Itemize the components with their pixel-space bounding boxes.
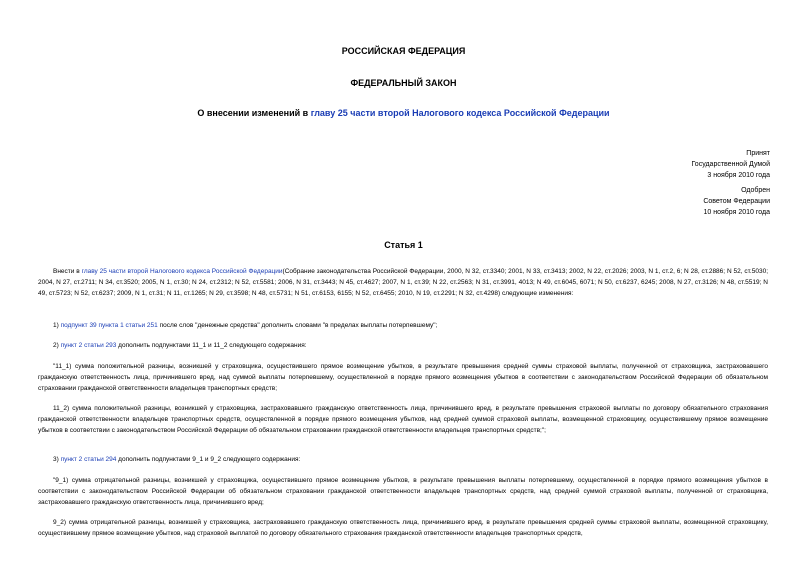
item-2-link[interactable]: пункт 2 статьи 293: [60, 342, 117, 349]
article-heading: Статья 1: [384, 240, 423, 250]
approved-line: Советом Федерации: [703, 198, 770, 205]
item-3-text: дополнить подпунктами 9_1 и 9_2 следующего содержания:: [116, 456, 301, 463]
item-3-paragraph-1: "9_1) сумма отрицательной разницы, возникшей у страховщика, осуществившего прямое возмещение убытков, в результате превышения выплаты потерпевшему, осуществленной в порядке прямого возмещения убытков в соответствии с законодательством Российской Федерации об обязательном страховании гражданской ответственности владельцев транспортных средств, над средней суммой страховой выплаты, полученной от страховщика, застраховавшего гражданскую ответственность лица, причинившего вред;: [38, 477, 768, 506]
law-type-heading: ФЕДЕРАЛЬНЫЙ ЗАКОН: [350, 78, 457, 88]
adopted-line: Государственной Думой: [691, 161, 770, 168]
adopted-line: 3 ноября 2010 года: [707, 172, 770, 179]
item-3-link[interactable]: пункт 2 статьи 294: [60, 456, 117, 463]
country-heading: РОССИЙСКАЯ ФЕДЕРАЦИЯ: [341, 46, 466, 56]
item-2-paragraph-1: "11_1) сумма положительной разницы, возникшей у страховщика, осуществившего прямое возмещение убытков, в результате превышения средней суммы страховой выплаты, полученной от страховщика, застраховавшего гражданскую ответственность лица, причинившего вред, над суммой выплаты потерпевшему, осуществленной в порядке прямого возмещения убытков в соответствии с законодательством Российской Федерации об обязательном страховании гражданской ответственности владельцев транспортных средств;: [38, 363, 768, 392]
intro-link[interactable]: главу 25 части второй Налогового кодекса Российской Федерации: [81, 268, 283, 275]
item-2-prefix: 2): [53, 342, 61, 349]
item-3: [38, 454, 768, 465]
intro-text: (Собрание законодательства Российской Федерации, 2000, N 32, ст.3340; 2001, N 33, ст.3413; 2002, N 22, ст.2026; 2003, N 1, ст.2, 6; N 28, ст.2886; N 52, ст.5030; 2004, N 27, ст.2711; N 34, ст.3520; 2005, N 1, ст.30; N 24, ст.2312; N 52, ст.5581; 2006, N 31, ст.3443; N 45, ст.4627; 2007, N 1, ст.39; N 22, ст.2563; N 31, ст.3991, 4013; N 49, ст.6045, 6071; N 50, ст.6237, 6245; 2008, N 27, ст.3126; N 48, ст.5519; N 49, ст.5723; N 52, ст.6237; 2009, N 1, ст.31; N 11, ст.1265; N 29, ст.3598; N 48, ст.5731; N 51, ст.6153, 6155; N 52, ст.6455; 2010, N 19, ст.2291; N 32, ст.4298) следующие изменения:: [38, 268, 768, 297]
item-1-link[interactable]: подпункт 39 пункта 1 статьи 251: [60, 322, 158, 329]
item-2-text: дополнить подпунктами 11_1 и 11_2 следующего содержания:: [116, 342, 307, 349]
approved-line: Одобрен: [741, 187, 770, 194]
item-1-prefix: 1): [53, 322, 61, 329]
item-1: [38, 320, 768, 331]
item-3-prefix: 3): [53, 456, 61, 463]
item-3-paragraph-2: 9_2) сумма отрицательной разницы, возникшей у страховщика, застраховавшего гражданскую ответственность лица, причинившего вред, в результате превышения средней суммы страховой выплаты, возмещенной страховщику, осуществившему прямое возмещение убытков, над страховой выплатой по договору обязательного страхования гражданской ответственности владельцев транспортных средств,: [38, 519, 768, 537]
law-title-link[interactable]: главу 25 части второй Налогового кодекса Российской Федерации: [310, 108, 610, 118]
item-1-text: после слов "денежные средства" дополнить словами "в пределах выплаты потерпевшему";: [157, 322, 438, 329]
adoption-block: [691, 148, 770, 181]
article-intro: [38, 266, 768, 299]
adopted-line: Принят: [746, 150, 770, 157]
law-title-prefix: О внесении изменений в: [197, 108, 311, 118]
approved-line: 10 ноября 2010 года: [703, 209, 770, 216]
intro-prefix: Внести в: [53, 268, 82, 275]
approval-block: [703, 185, 770, 218]
item-2-paragraph-2: 11_2) сумма положительной разницы, возникшей у страховщика, застраховавшего гражданскую ответственность лица, причинившего вред, в результате превышения страховой выплаты по договору обязательного страхования гражданской ответственности владельцев транспортных средств, осуществленной в порядке прямого возмещения убытков, над средней суммой страховой выплаты, возмещенной страховщику, осуществившему прямое возмещение убытков в соответствии с законодательством Российской Федерации об обязательном страховании гражданской ответственности владельцев транспортных средств;";: [38, 405, 768, 434]
item-2: [38, 340, 768, 351]
law-title: [0, 108, 807, 119]
